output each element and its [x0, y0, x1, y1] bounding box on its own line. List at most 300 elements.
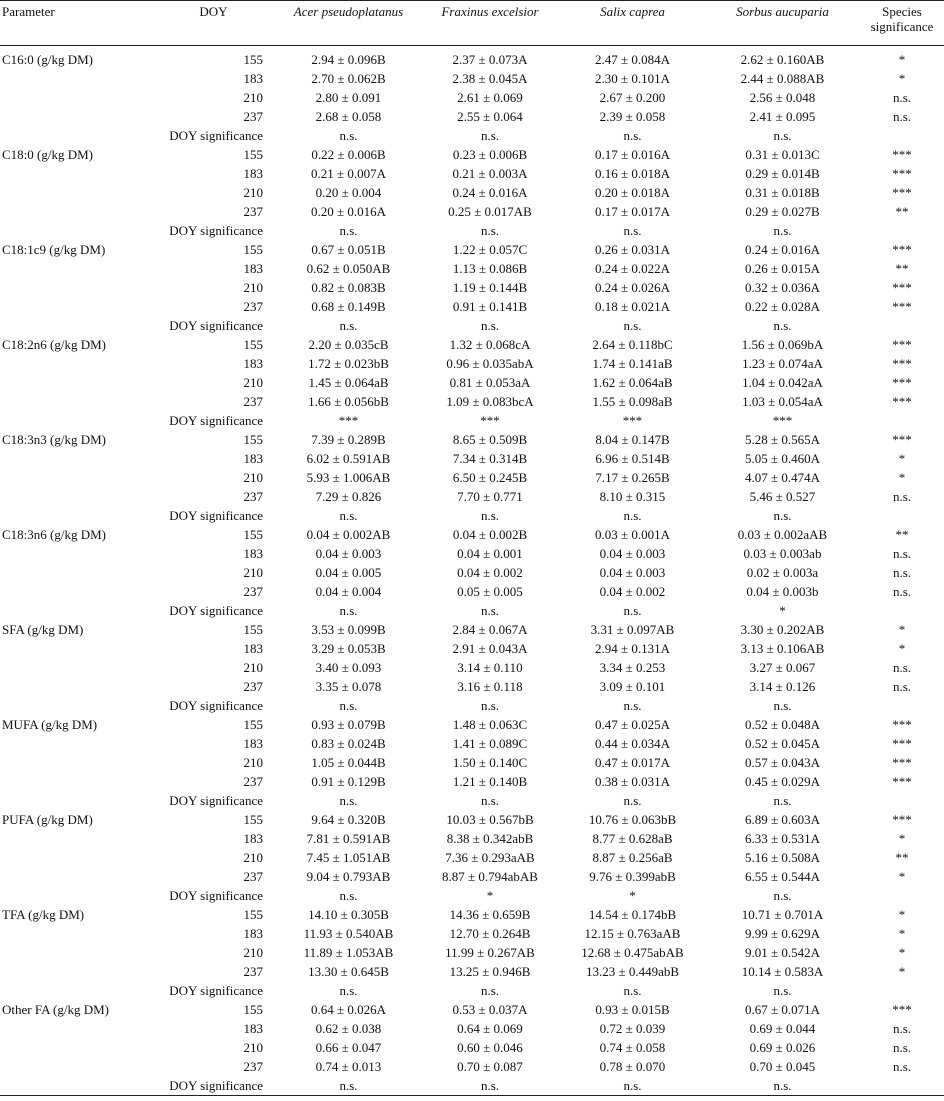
acer-cell: 0.66 ± 0.047: [315, 1040, 382, 1055]
species-significance-cell: ***: [892, 736, 912, 751]
fraxinus-cell: 0.04 ± 0.001: [457, 546, 523, 561]
species-significance-cell: [860, 601, 944, 620]
sorbus-cell: 2.44 ± 0.088AB: [740, 71, 825, 86]
sorbus-cell: 6.55 ± 0.544A: [744, 869, 821, 884]
acer-cell: 3.40 ± 0.093: [315, 660, 382, 675]
doy-cell: DOY significance: [150, 1076, 277, 1096]
parameter-cell: [0, 506, 150, 525]
parameter-cell: [0, 962, 150, 981]
doy-cell: 210: [243, 90, 263, 105]
sorbus-cell: 6.33 ± 0.531A: [744, 831, 821, 846]
doy-cell: 155: [243, 527, 263, 542]
species-significance-cell: n.s.: [892, 1021, 912, 1036]
acer-cell: 0.04 ± 0.002AB: [306, 527, 391, 542]
parameter-cell: [0, 1038, 150, 1057]
species-significance-cell: n.s.: [892, 584, 912, 599]
acer-cell: 7.45 ± 1.051AB: [306, 850, 391, 865]
acer-cell: 11.89 ± 1.053AB: [303, 945, 394, 960]
table-row: [0, 449, 944, 468]
species-significance-cell: *: [898, 831, 906, 846]
sorbus-cell: 0.67 ± 0.071A: [744, 1002, 821, 1017]
table-row: [0, 753, 944, 772]
fraxinus-cell: 0.60 ± 0.046: [457, 1040, 523, 1055]
salix-cell: 8.10 ± 0.315: [599, 489, 666, 504]
doy-cell: 210: [243, 185, 263, 200]
table-row: [0, 183, 944, 202]
acer-cell: n.s.: [339, 603, 358, 618]
salix-cell: 0.78 ± 0.070: [599, 1059, 666, 1074]
fraxinus-cell: 1.13 ± 0.086B: [452, 261, 528, 276]
species-significance-cell: ***: [892, 394, 912, 409]
doy-cell: 155: [243, 812, 263, 827]
species-significance-cell: *: [898, 907, 906, 922]
salix-cell: 0.24 ± 0.026A: [594, 280, 671, 295]
sorbus-cell: 0.03 ± 0.002aAB: [737, 527, 828, 542]
parameter-cell: [0, 411, 150, 430]
sorbus-cell: 4.07 ± 0.474A: [744, 470, 821, 485]
doy-cell: 183: [243, 261, 263, 276]
table-row: [0, 354, 944, 373]
species-significance-cell: ***: [892, 242, 912, 257]
fraxinus-cell: 1.32 ± 0.068cA: [449, 337, 531, 352]
acer-cell: 7.29 ± 0.826: [315, 489, 382, 504]
acer-cell: 0.04 ± 0.005: [315, 565, 382, 580]
salix-cell: 0.04 ± 0.003: [599, 546, 666, 561]
acer-cell: 7.81 ± 0.591AB: [306, 831, 391, 846]
fraxinus-cell: 10.03 ± 0.567bB: [446, 812, 534, 827]
doy-cell: 237: [243, 299, 263, 314]
doy-cell: 183: [243, 831, 263, 846]
salix-cell: 0.93 ± 0.015B: [595, 1002, 670, 1017]
species-significance-cell: [860, 981, 944, 1000]
sorbus-cell: 0.31 ± 0.013C: [745, 147, 820, 162]
acer-cell: 3.35 ± 0.078: [315, 679, 382, 694]
sorbus-cell: 0.29 ± 0.014B: [745, 166, 820, 181]
species-significance-cell: ***: [892, 774, 912, 789]
sorbus-cell: 3.30 ± 0.202AB: [740, 622, 825, 637]
fraxinus-cell: n.s.: [480, 223, 500, 238]
doy-cell: 155: [243, 242, 263, 257]
acer-cell: 0.74 ± 0.013: [315, 1059, 382, 1074]
salix-cell: 1.55 ± 0.098aB: [592, 394, 673, 409]
table-row: [0, 639, 944, 658]
acer-cell: 0.62 ± 0.038: [315, 1021, 382, 1036]
header-salix: Salix caprea: [560, 1, 705, 46]
species-significance-cell: n.s.: [892, 1059, 912, 1074]
acer-cell: 0.82 ± 0.083B: [311, 280, 386, 295]
acer-cell: n.s.: [339, 793, 358, 808]
parameter-cell: [0, 677, 150, 696]
fraxinus-cell: 2.61 ± 0.069: [457, 90, 523, 105]
sorbus-cell: 0.32 ± 0.036A: [744, 280, 821, 295]
doy-significance-row: [0, 126, 944, 145]
acer-cell: 11.93 ± 0.540AB: [303, 926, 394, 941]
parameter-cell: C18:0 (g/kg DM): [2, 147, 93, 162]
parameter-cell: [0, 544, 150, 563]
species-significance-cell: n.s.: [892, 90, 912, 105]
acer-cell: 9.04 ± 0.793AB: [306, 869, 391, 884]
table-row: [0, 658, 944, 677]
acer-cell: 0.64 ± 0.026A: [310, 1002, 387, 1017]
salix-cell: n.s.: [623, 223, 642, 238]
fraxinus-cell: 13.25 ± 0.946B: [449, 964, 531, 979]
sorbus-cell: 3.14 ± 0.126: [749, 679, 816, 694]
table-row: [0, 46, 944, 70]
salix-cell: 2.64 ± 0.118bC: [592, 337, 673, 352]
species-significance-cell: [860, 411, 944, 430]
acer-cell: 0.91 ± 0.129B: [311, 774, 386, 789]
table-row: [0, 962, 944, 981]
doy-cell: 237: [243, 109, 263, 124]
parameter-cell: [0, 772, 150, 791]
acer-cell: n.s.: [339, 223, 358, 238]
salix-cell: 10.76 ± 0.063bB: [588, 812, 677, 827]
sorbus-cell: n.s.: [773, 793, 792, 808]
species-significance-cell: ***: [892, 185, 912, 200]
parameter-cell: Other FA (g/kg DM): [2, 1002, 110, 1017]
doy-cell: 237: [243, 489, 263, 504]
table-row: [0, 487, 944, 506]
fraxinus-cell: n.s.: [480, 603, 500, 618]
table-body: [0, 46, 944, 1096]
salix-cell: 2.94 ± 0.131A: [594, 641, 671, 656]
doy-cell: DOY significance: [169, 508, 263, 523]
doy-cell: 183: [243, 546, 263, 561]
fraxinus-cell: 0.70 ± 0.087: [457, 1059, 523, 1074]
table-row: [0, 924, 944, 943]
doy-cell: 155: [243, 717, 263, 732]
salix-cell: 6.96 ± 0.514B: [595, 451, 670, 466]
salix-cell: 2.47 ± 0.084A: [594, 52, 671, 67]
species-significance-cell: [860, 316, 944, 335]
doy-cell: DOY significance: [169, 983, 263, 998]
parameter-cell: [0, 886, 150, 905]
doy-significance-row: [0, 316, 944, 335]
acer-cell: 13.30 ± 0.645B: [308, 964, 389, 979]
table-row: [0, 1057, 944, 1076]
species-significance-cell: [860, 1076, 944, 1096]
parameter-cell: [0, 696, 150, 715]
acer-cell: 1.05 ± 0.044B: [311, 755, 386, 770]
doy-significance-row: [0, 696, 944, 715]
sorbus-cell: 0.03 ± 0.003ab: [743, 546, 822, 561]
doy-cell: DOY significance: [169, 888, 263, 903]
sorbus-cell: 0.52 ± 0.048A: [744, 717, 821, 732]
sorbus-cell: 0.26 ± 0.015A: [744, 261, 821, 276]
doy-cell: 210: [243, 850, 263, 865]
sorbus-cell: ***: [772, 413, 793, 428]
sorbus-cell: 3.13 ± 0.106AB: [740, 641, 825, 656]
salix-cell: 0.04 ± 0.002: [599, 584, 666, 599]
species-significance-cell: ***: [892, 1002, 912, 1017]
doy-cell: 155: [243, 52, 263, 67]
parameter-cell: MUFA (g/kg DM): [2, 717, 98, 732]
salix-cell: n.s.: [623, 318, 642, 333]
salix-cell: n.s.: [623, 793, 642, 808]
table-row: [0, 392, 944, 411]
sorbus-cell: 2.41 ± 0.095: [749, 109, 816, 124]
species-significance-cell: **: [895, 204, 909, 219]
fraxinus-cell: 0.04 ± 0.002: [457, 565, 523, 580]
table-row: [0, 1000, 944, 1019]
parameter-cell: [0, 126, 150, 145]
species-significance-cell: ***: [892, 147, 912, 162]
salix-cell: n.s.: [623, 603, 642, 618]
salix-cell: *: [629, 888, 636, 903]
table-row: [0, 582, 944, 601]
doy-cell: 237: [243, 394, 263, 409]
fraxinus-cell: 0.23 ± 0.006B: [452, 147, 528, 162]
doy-significance-row: [0, 601, 944, 620]
fraxinus-cell: 0.53 ± 0.037A: [452, 1002, 528, 1017]
parameter-cell: [0, 316, 150, 335]
header-doy: DOY: [150, 1, 277, 46]
header-row: [0, 1, 944, 46]
salix-cell: n.s.: [623, 508, 642, 523]
sorbus-cell: 5.16 ± 0.508A: [744, 850, 821, 865]
sorbus-cell: 3.27 ± 0.067: [749, 660, 816, 675]
salix-cell: 3.31 ± 0.097AB: [590, 622, 675, 637]
salix-cell: 13.23 ± 0.449abB: [585, 964, 680, 979]
species-significance-cell: *: [898, 451, 906, 466]
acer-cell: 5.93 ± 1.006AB: [306, 470, 391, 485]
acer-cell: n.s.: [339, 983, 358, 998]
doy-cell: DOY significance: [169, 413, 263, 428]
table-row: [0, 829, 944, 848]
doy-cell: 210: [243, 280, 263, 295]
table-row: [0, 848, 944, 867]
salix-cell: 0.18 ± 0.021A: [594, 299, 671, 314]
species-significance-cell: **: [895, 261, 909, 276]
species-significance-cell: *: [898, 945, 906, 960]
fraxinus-cell: 0.25 ± 0.017AB: [448, 204, 532, 219]
doy-cell: 183: [243, 736, 263, 751]
species-significance-cell: [860, 221, 944, 240]
acer-cell: 9.64 ± 0.320B: [311, 812, 386, 827]
species-significance-cell: n.s.: [892, 565, 912, 580]
fraxinus-cell: 1.21 ± 0.140B: [452, 774, 528, 789]
acer-cell: 7.39 ± 0.289B: [311, 432, 386, 447]
salix-cell: 2.67 ± 0.200: [599, 90, 666, 105]
species-significance-cell: *: [898, 926, 906, 941]
sorbus-cell: 1.04 ± 0.042aA: [742, 375, 823, 390]
sorbus-cell: 0.04 ± 0.003b: [746, 584, 819, 599]
header-species-significance: Species significance: [860, 1, 944, 46]
parameter-cell: [0, 601, 150, 620]
doy-cell: 237: [243, 204, 263, 219]
parameter-cell: [0, 867, 150, 886]
salix-cell: n.s.: [623, 983, 642, 998]
table-row: [0, 240, 944, 259]
acer-cell: 0.67 ± 0.051B: [311, 242, 386, 257]
parameter-cell: [0, 487, 150, 506]
salix-cell: 1.74 ± 0.141aB: [592, 356, 673, 371]
acer-cell: 0.62 ± 0.050AB: [306, 261, 391, 276]
salix-cell: n.s.: [623, 698, 642, 713]
fraxinus-cell: 8.65 ± 0.509B: [452, 432, 528, 447]
fraxinus-cell: 6.50 ± 0.245B: [452, 470, 528, 485]
table-row: [0, 772, 944, 791]
fraxinus-cell: n.s.: [420, 1076, 560, 1096]
acer-cell: 2.94 ± 0.096B: [311, 52, 386, 67]
species-significance-cell: **: [895, 527, 909, 542]
fraxinus-cell: 7.70 ± 0.771: [457, 489, 523, 504]
parameter-cell: [0, 924, 150, 943]
species-significance-cell: *: [898, 641, 906, 656]
acer-cell: 2.68 ± 0.058: [315, 109, 382, 124]
sorbus-cell: 0.70 ± 0.045: [749, 1059, 816, 1074]
doy-cell: 155: [243, 337, 263, 352]
parameter-cell: [0, 658, 150, 677]
fraxinus-cell: 0.21 ± 0.003A: [452, 166, 528, 181]
salix-cell: n.s.: [623, 128, 642, 143]
salix-cell: 0.72 ± 0.039: [599, 1021, 666, 1036]
species-significance-cell: ***: [892, 337, 912, 352]
salix-cell: 14.54 ± 0.174bB: [588, 907, 677, 922]
acer-cell: n.s.: [339, 888, 358, 903]
salix-cell: 0.26 ± 0.031A: [594, 242, 671, 257]
fraxinus-cell: 0.24 ± 0.016A: [452, 185, 528, 200]
salix-cell: 2.30 ± 0.101A: [594, 71, 671, 86]
table-row: [0, 164, 944, 183]
sorbus-cell: 6.89 ± 0.603A: [744, 812, 821, 827]
sorbus-cell: 2.56 ± 0.048: [749, 90, 816, 105]
species-significance-cell: n.s.: [892, 660, 912, 675]
fraxinus-cell: 1.48 ± 0.063C: [452, 717, 528, 732]
sorbus-cell: 0.24 ± 0.016A: [744, 242, 821, 257]
doy-cell: 183: [243, 71, 263, 86]
salix-cell: 0.47 ± 0.025A: [594, 717, 671, 732]
parameter-cell: [0, 791, 150, 810]
parameter-cell: [0, 734, 150, 753]
parameter-cell: [0, 1057, 150, 1076]
header-parameter: Parameter: [0, 1, 150, 46]
table-row: [0, 563, 944, 582]
table-row: [0, 734, 944, 753]
salix-cell: 0.04 ± 0.003: [599, 565, 666, 580]
fraxinus-cell: 7.36 ± 0.293aAB: [445, 850, 535, 865]
doy-cell: 237: [243, 679, 263, 694]
sorbus-cell: n.s.: [773, 223, 792, 238]
salix-cell: 0.24 ± 0.022A: [594, 261, 671, 276]
doy-cell: 183: [243, 356, 263, 371]
table-row: [0, 677, 944, 696]
species-significance-cell: ***: [892, 166, 912, 181]
parameter-cell: [0, 69, 150, 88]
table-row: [0, 69, 944, 88]
doy-cell: DOY significance: [169, 128, 263, 143]
acer-cell: n.s.: [339, 508, 358, 523]
salix-cell: 2.39 ± 0.058: [599, 109, 666, 124]
salix-cell: 8.77 ± 0.628aB: [592, 831, 673, 846]
species-significance-cell: n.s.: [892, 489, 912, 504]
fraxinus-cell: 2.38 ± 0.045A: [452, 71, 528, 86]
fraxinus-cell: 1.22 ± 0.057C: [452, 242, 528, 257]
species-significance-cell: *: [898, 71, 906, 86]
sorbus-cell: 0.57 ± 0.043A: [744, 755, 821, 770]
sorbus-cell: n.s.: [773, 318, 792, 333]
parameter-cell: [0, 563, 150, 582]
acer-cell: n.s.: [339, 318, 358, 333]
salix-cell: 12.68 ± 0.475abAB: [581, 945, 684, 960]
table-row: [0, 905, 944, 924]
species-significance-cell: *: [898, 52, 906, 67]
doy-significance-row: [0, 791, 944, 810]
fraxinus-cell: *: [486, 888, 494, 903]
acer-cell: 2.80 ± 0.091: [315, 90, 382, 105]
table-row: [0, 810, 944, 829]
sorbus-cell: 0.31 ± 0.018B: [745, 185, 820, 200]
sorbus-cell: 9.01 ± 0.542A: [744, 945, 821, 960]
species-significance-cell: ***: [892, 812, 912, 827]
salix-cell: 0.38 ± 0.031A: [594, 774, 671, 789]
table-row: [0, 202, 944, 221]
table-row: [0, 525, 944, 544]
acer-cell: 0.93 ± 0.079B: [311, 717, 386, 732]
table-row: [0, 943, 944, 962]
parameter-cell: [0, 392, 150, 411]
table-row: [0, 373, 944, 392]
fraxinus-cell: 0.64 ± 0.069: [457, 1021, 523, 1036]
fraxinus-cell: 2.37 ± 0.073A: [452, 52, 528, 67]
sorbus-cell: n.s.: [773, 698, 792, 713]
doy-cell: 155: [243, 432, 263, 447]
acer-cell: 1.72 ± 0.023bB: [308, 356, 389, 371]
fraxinus-cell: 1.41 ± 0.089C: [452, 736, 528, 751]
fraxinus-cell: 8.38 ± 0.342abB: [446, 831, 534, 846]
salix-cell: 0.03 ± 0.001A: [594, 527, 671, 542]
species-significance-cell: ***: [892, 356, 912, 371]
sorbus-cell: n.s.: [705, 1076, 860, 1096]
parameter-cell: [0, 943, 150, 962]
doy-cell: 155: [243, 1002, 263, 1017]
fraxinus-cell: 3.16 ± 0.118: [457, 679, 523, 694]
sorbus-cell: *: [779, 603, 786, 618]
salix-cell: ***: [622, 413, 643, 428]
sorbus-cell: 1.23 ± 0.074aA: [742, 356, 823, 371]
sorbus-cell: 5.05 ± 0.460A: [744, 451, 821, 466]
doy-cell: 183: [243, 451, 263, 466]
parameter-cell: [0, 164, 150, 183]
fraxinus-cell: 1.09 ± 0.083bcA: [446, 394, 534, 409]
fraxinus-cell: 2.84 ± 0.067A: [452, 622, 528, 637]
table-row: [0, 335, 944, 354]
sorbus-cell: 10.14 ± 0.583A: [741, 964, 824, 979]
doy-significance-row: [0, 411, 944, 430]
sorbus-cell: n.s.: [773, 128, 792, 143]
parameter-cell: [0, 1019, 150, 1038]
species-significance-cell: ***: [892, 299, 912, 314]
parameter-cell: [0, 259, 150, 278]
salix-cell: 0.44 ± 0.034A: [594, 736, 671, 751]
parameter-cell: [0, 354, 150, 373]
fraxinus-cell: n.s.: [480, 698, 500, 713]
fraxinus-cell: n.s.: [480, 793, 500, 808]
species-significance-cell: [860, 791, 944, 810]
sorbus-cell: 0.02 ± 0.003a: [746, 565, 819, 580]
fraxinus-cell: n.s.: [480, 508, 500, 523]
parameter-cell: C18:3n3 (g/kg DM): [2, 432, 106, 447]
species-significance-cell: **: [895, 850, 909, 865]
sorbus-cell: 0.45 ± 0.029A: [744, 774, 821, 789]
doy-cell: 237: [243, 964, 263, 979]
acer-cell: 3.29 ± 0.053B: [311, 641, 386, 656]
salix-cell: 3.34 ± 0.253: [599, 660, 666, 675]
parameter-cell: [0, 297, 150, 316]
parameter-cell: C18:2n6 (g/kg DM): [2, 337, 106, 352]
parameter-cell: [0, 449, 150, 468]
species-significance-cell: n.s.: [892, 1040, 912, 1055]
